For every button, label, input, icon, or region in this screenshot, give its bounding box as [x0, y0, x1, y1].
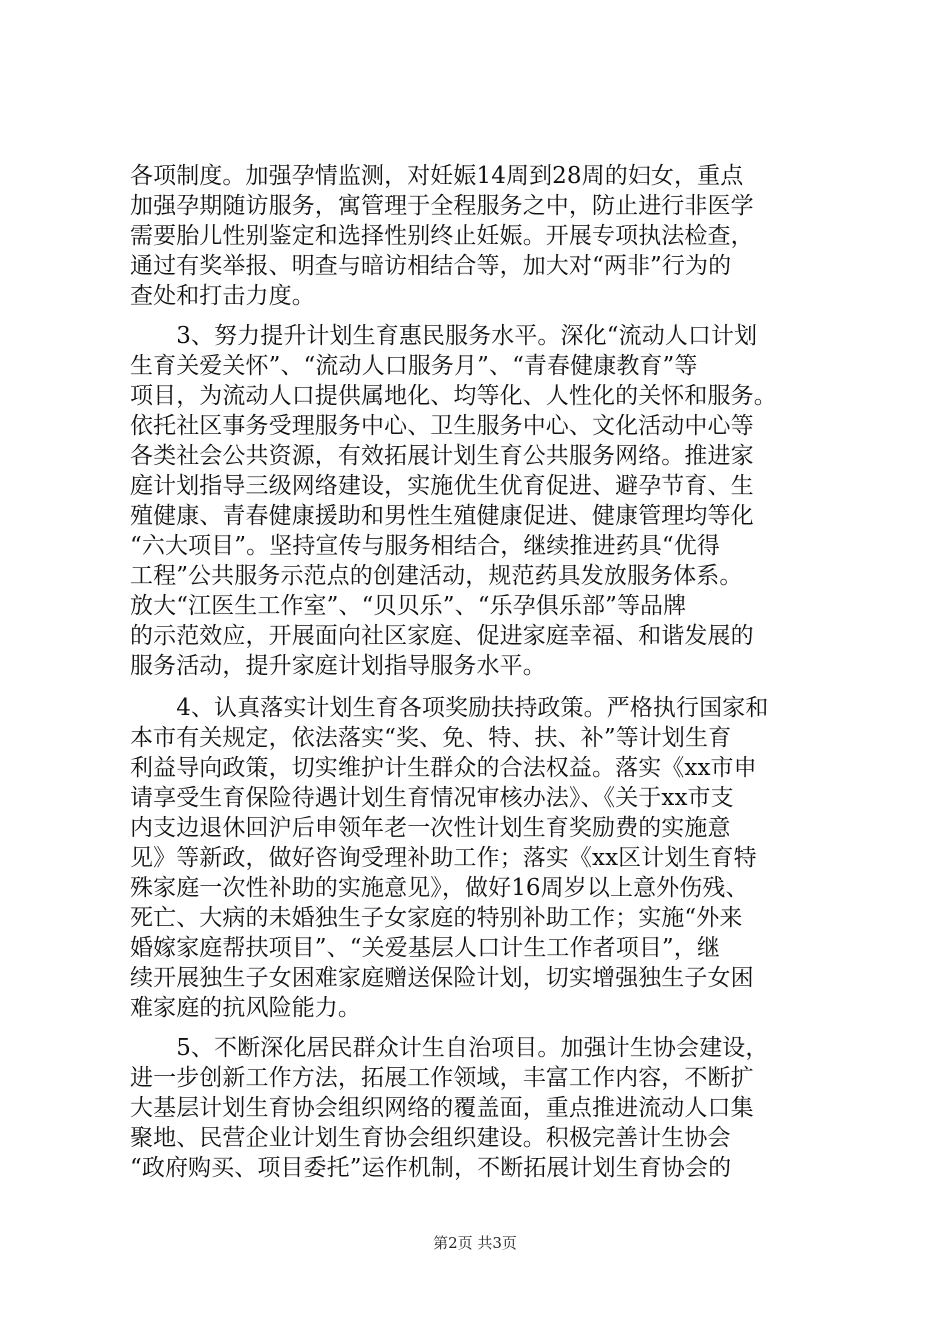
text-line: 依托社区事务受理服务中心、卫生服务中心、文化活动中心等 [130, 413, 754, 439]
text-line: 4、认真落实计划生育各项奖励扶持政策。严格执行国家和 [130, 695, 769, 721]
text-line: 殖健康、青春健康援助和男性生殖健康促进、健康管理均等化 [130, 503, 754, 529]
text-line: 项目，为流动人口提供属地化、均等化、人性化的关怀和服务。 [130, 383, 777, 409]
text-line: 5、不断深化居民群众计生自治项目。加强计生协会建设， [130, 1035, 769, 1061]
text-line: 放大“江医生工作室”、“贝贝乐”、“乐孕俱乐部”等品牌 [130, 593, 687, 619]
text-line: 各项制度。加强孕情监测，对妊娠14周到28周的妇女，重点 [130, 163, 744, 189]
text-line: 大基层计划生育协会组织网络的覆盖面，重点推进流动人口集 [130, 1095, 754, 1121]
text-line: 需要胎儿性别鉴定和选择性别终止妊娠。开展专项执法检查， [130, 223, 754, 249]
text-line: 内支边退休回沪后申领年老一次性计划生育奖励费的实施意 [130, 815, 731, 841]
text-line: 殊家庭一次性补助的实施意见》，做好16周岁以上意外伤残、 [130, 875, 749, 901]
text-line: 见》等新政，做好咨询受理补助工作；落实《xx区计划生育特 [130, 845, 757, 871]
text-line: 服务活动，提升家庭计划指导服务水平。 [130, 653, 546, 679]
text-line: “六大项目”。坚持宣传与服务相结合，继续推进药具“优得 [130, 533, 720, 559]
text-line: 工程”公共服务示范点的创建活动，规范药具发放服务体系。 [130, 563, 743, 589]
text-line: 聚地、民营企业计划生育协会组织建设。积极完善计生协会 [130, 1125, 731, 1151]
text-line: 通过有奖举报、明查与暗访相结合等，加大对“两非”行为的 [130, 253, 732, 279]
text-line: 查处和打击力度。 [130, 283, 315, 309]
text-line: 各类社会公共资源，有效拓展计划生育公共服务网络。推进家 [130, 443, 754, 469]
text-line: 生育关爱关怀”、“流动人口服务月”、“青春健康教育”等 [130, 353, 698, 379]
document-body [130, 160, 820, 1181]
text-line: “政府购买、项目委托”运作机制，不断拓展计划生育协会的 [130, 1155, 732, 1181]
text-line: 利益导向政策，切实维护计生群众的合法权益。落实《xx市申 [130, 755, 757, 781]
text-line: 难家庭的抗风险能力。 [130, 995, 361, 1021]
text-line: 加强孕期随访服务，寓管理于全程服务之中，防止进行非医学 [130, 193, 754, 219]
text-line: 续开展独生子女困难家庭赠送保险计划，切实增强独生子女困 [130, 965, 754, 991]
text-line: 死亡、大病的未婚独生子女家庭的特别补助工作；实施“外来 [130, 905, 743, 931]
text-line: 庭计划指导三级网络建设，实施优生优育促进、避孕节育、生 [130, 473, 754, 499]
text-line: 婚嫁家庭帮扶项目”、“关爱基层人口计生工作者项目”，继 [130, 935, 720, 961]
text-line: 进一步创新工作方法，拓展工作领域，丰富工作内容，不断扩 [130, 1065, 754, 1091]
text-line: 的示范效应，开展面向社区家庭、促进家庭幸福、和谐发展的 [130, 623, 754, 649]
text-line: 请享受生育保险待遇计划生育情况审核办法》、《关于xx市支 [130, 785, 734, 811]
text-line: 本市有关规定，依法落实“奖、免、特、扶、补”等计划生育 [130, 725, 732, 751]
page-number-footer: 第2页 共3页 [433, 1234, 517, 1252]
text-line: 3、努力提升计划生育惠民服务水平。深化“流动人口计划 [130, 323, 758, 349]
